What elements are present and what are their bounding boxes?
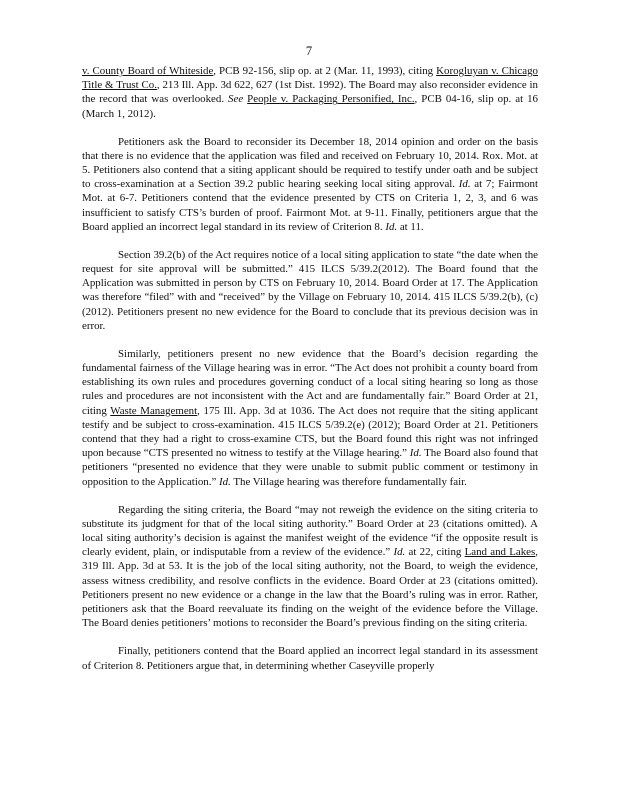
text-run: Petitioners ask the Board to reconsider its December 18, 2014 opinion and order on the basis that there is no evidence that the application was filed and received on February 10, 2014. Rox. Mot. at 5. Petitioners also contend that a siting applicant should be required to testify under oath and be subject to cross-examination at a Section 39.2 public hearing seeking local siting approval. xyxy=(82,135,538,191)
case-citation: Korogluyan v. Chicago Title & Trust Co. xyxy=(82,65,538,92)
case-citation: v. County Board of Whiteside xyxy=(82,65,214,77)
paragraph xyxy=(82,135,538,234)
text-run: at 22, citing xyxy=(405,546,465,559)
text-run: , PCB 04-16, slip op. at 16 (March 1, 2012). xyxy=(82,93,539,120)
paragraph xyxy=(82,248,538,333)
case-citation: People v. Packaging Personified, Inc. xyxy=(247,93,415,106)
page-number: 7 xyxy=(305,44,313,58)
italic-signal: See xyxy=(228,93,244,106)
text-run: Regarding the siting criteria, the Board “may not reweigh the evidence on the siting criteria to substitute its judgment for that of the local siting authority.” Board Order at 23 (citations omitted). A local siting authority’s decision is against the manifest weight of the evidence “if the opposite result is clearly evident, plain, or indisputable from a review of the evidence.” xyxy=(82,503,538,559)
text-run: The Board also found that petitioners “presented no evidence that they were unable to submit public comment or testimony in opposition to the Application.” xyxy=(82,447,539,488)
italic-signal: Id. xyxy=(458,178,471,191)
paragraph xyxy=(82,347,538,489)
text-run: at 7; Fairmont Mot. at 6-7. Petitioners contend that the evidence presented by CTS on Criteria 1, 2, 3, and 6 was insufficient to satisfy CTS’s burden of proof. Fairmont Mot. at 9-11. Finally, petitioners argue that the Board applied an incorrect legal standard in its review of Criterion 8. xyxy=(82,178,538,233)
text-run: , PCB 92-156, slip op. at 2 (Mar. 11, 1993), citing xyxy=(213,65,437,77)
text-run: , 175 Ill. App. 3d at 1036. The Act does not require that the siting applicant testify and be subject to cross-examination. 415 ILCS 5/39.2(e) (2012); Board Order at 21. Petitioners contend that they had a right to cross-examine CTS, but the Board found this right was not infringed upon because “CTS presented no witness to testify at the Village hearing.” xyxy=(82,404,539,460)
text-run: at 11. xyxy=(397,220,424,233)
italic-signal: Id. xyxy=(385,220,398,233)
case-citation: Waste Management xyxy=(110,404,198,417)
paragraph xyxy=(82,644,538,672)
text-run: , 213 Ill. App. 3d 622, 627 (1st Dist. 1992). The Board may also reconsider evidence in the record that was overlooked. xyxy=(82,79,538,106)
paragraph xyxy=(82,503,538,631)
italic-signal: Id. xyxy=(219,475,231,488)
text-run: , 319 Ill. App. 3d at 53. It is the job of the local siting authority, not the Board, to weigh the evidence, assess witness credibility, and resolve conflicts in the evidence. Board Order at 23 (citations omitted). Petitioners present no new evidence or a change in the law that the Board’s ruling was in error. Rather, petitioners ask that the Board reevaluate its finding on the weight of the evidence before the Village. The Board denies petitioners’ motions to reconsider the Board’s previous finding on the siting criteria. xyxy=(82,546,538,630)
document-body xyxy=(82,64,538,673)
text-run: Finally, petitioners contend that the Board applied an incorrect legal standard in its assessment of Criterion 8. Petitioners argue that, in determining whether Caseyville properly xyxy=(82,645,538,672)
italic-signal: Id. xyxy=(409,447,422,460)
text-run: Section 39.2(b) of the Act requires notice of a local siting application to state “the date when the request for site approval will be submitted.” 415 ILCS 5/39.2(2012). The Board found that the Application was submitted in person by CTS on February 10, 2014. Board Order at 17. The Application was therefore “filed” with and “received” by the Village on February 10, 2014. 415 ILCS 5/39.2(b), (c) (2012). Petitioners present no new evidence for the Board to conclude that its previous decision was in error. xyxy=(82,248,538,332)
text-run: Similarly, petitioners present no new evidence that the Board’s decision regarding the fundamental fairness of the Village hearing was in error. “The Act does not prohibit a county board from establishing its own rules and procedures governing conduct of a local siting hearing so long as those rules and procedures are not inconsistent with the Act and are fundamentally fair.” Board Order at 21, citing xyxy=(82,347,538,417)
text-run: The Village hearing was therefore fundamentally fair. xyxy=(230,475,467,488)
italic-signal: Id. xyxy=(393,546,406,559)
paragraph xyxy=(82,64,538,121)
case-citation: Land and Lakes xyxy=(464,546,536,559)
